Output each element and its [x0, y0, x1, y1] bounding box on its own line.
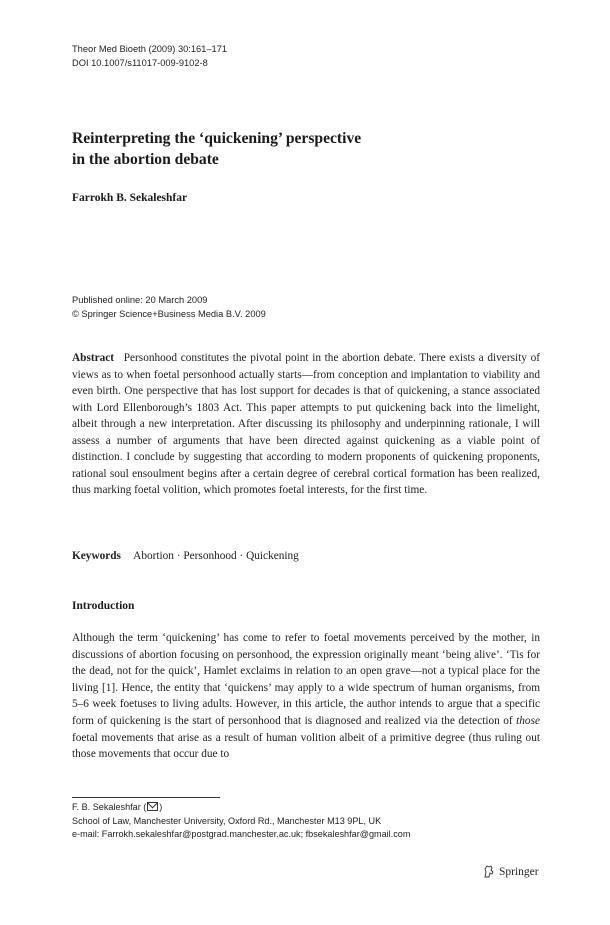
- doi: DOI 10.1007/s11017-009-9102-8: [72, 57, 208, 68]
- title-line-2: in the abortion debate: [72, 151, 219, 168]
- footnote-email: e-mail: Farrokh.sekaleshfar@postgrad.manchester.ac.uk; fbsekaleshfar@gmail.com: [72, 829, 411, 839]
- intro-emphasis: those: [516, 714, 540, 727]
- footnote-address: School of Law, Manchester University, Oxford Rd., Manchester M13 9PL, UK: [72, 815, 382, 826]
- springer-text: Springer: [499, 865, 539, 878]
- title-line-1: Reinterpreting the ‘quickening’ perspective: [72, 130, 362, 147]
- keywords-label: Keywords: [72, 550, 121, 562]
- footnote-name-close: ): [159, 802, 163, 812]
- journal-header: [72, 43, 227, 70]
- publication-info: [72, 294, 266, 321]
- author-footnote: [72, 801, 410, 842]
- article-title: [72, 128, 361, 170]
- section-heading-introduction: Introduction: [72, 600, 135, 612]
- abstract-label: Abstract: [72, 352, 115, 364]
- published-date: Published online: 20 March 2009: [72, 295, 208, 305]
- abstract: [72, 350, 540, 499]
- author-name: Farrokh B. Sekaleshfar: [72, 192, 188, 204]
- keywords-text: Abortion · Personhood · Quickening: [133, 550, 299, 562]
- journal-citation: Theor Med Bioeth (2009) 30:161–171: [72, 44, 228, 54]
- copyright-line: © Springer Science+Business Media B.V. 2009: [72, 308, 266, 319]
- abstract-text: Personhood constitutes the pivotal point in the abortion debate. There exists a diversity of views as to when foetal personhood actually starts—from conception and implantation to viability and even birth. One perspective that has lost support for decades is that of quickening, a stance associated with Lord Ellenborough’s 1803 Act. This paper attempts to put quickening back into the limelight, albeit through a new interpretation. After discussing its philosophy and underpinning rationale, I will assess a number of arguments that have been directed against quickening as a viable point of distinction. I conclude by suggesting that according to modern proponents of quickening proponents, rational soul ensoulment begins after a certain degree of cerebral cortical formation has been realized, thus marking foetal volition, which promotes foetal interests, for the first time.: [72, 352, 540, 496]
- footnote-author: [72, 801, 410, 815]
- introduction-body: [72, 630, 540, 763]
- footnote-divider: [72, 797, 220, 798]
- intro-text-part-1: Although the term ‘quickening’ has come to refer to foetal movements perceived by the mother, in discussions of abortion focusing on personhood, the expression originally meant ‘being alive’. ‘Tis for the dead, not for the quick’, Hamlet exclaims in relation to an open grave—not a typical place for the living [1]. Hence, the entity that ‘quickens’ may apply to a wide spectrum of human organisms, from 5–6 week foetuses to living adults. However, in this article, the author intends to argue that a specific form of quickening is the start of personhood that is diagnosed and realized via the detection of: [72, 632, 540, 727]
- intro-text-part-2: foetal movements that arise as a result of human volition albeit of a primitive degree (thus ruling out those movements that occur due to: [72, 731, 540, 761]
- springer-horse-icon: [483, 865, 495, 878]
- keywords: [72, 550, 299, 562]
- envelope-icon: [147, 802, 158, 811]
- publisher-logo: [483, 865, 539, 878]
- footnote-name: F. B. Sekaleshfar (: [72, 802, 147, 812]
